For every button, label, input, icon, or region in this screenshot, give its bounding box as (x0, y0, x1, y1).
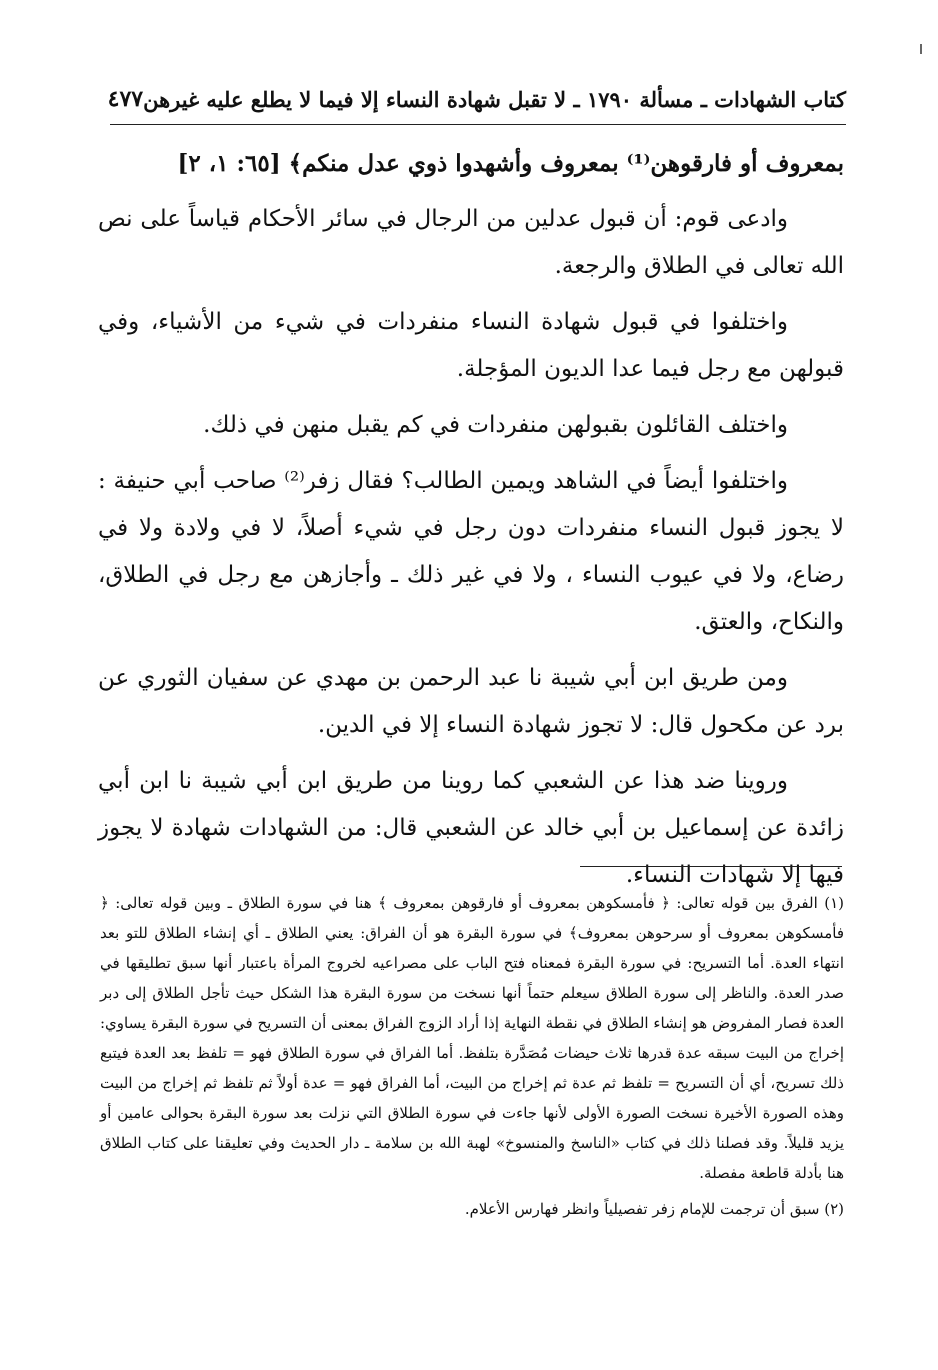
paragraph: واختلف القائلون بقبولهن منفردات في كم يقبل منهن في ذلك. (203, 412, 788, 438)
paragraph: واختلفوا أيضاً في الشاهد ويمين الطالب؟ فقال زفر⁽²⁾ صاحب أبي حنيفة : لا يجوز قبول النساء منفردات دون رجل في شيء أصلاً، لا في ولادة ولا في رضاع، ولا في عيوب النساء ، ولا في غير ذلك ـ وأجازهن مع رجل في الطلاق، والنكاح، والعتق. (98, 468, 844, 635)
main-text (98, 140, 844, 908)
scan-mark (920, 44, 922, 54)
running-title: كتاب الشهادات ـ مسألة ١٧٩٠ ـ لا تقبل شهادة النساء إلا فيما لا يطلع عليه غيرهن (143, 87, 846, 112)
footnote-divider (580, 866, 842, 867)
paragraph-quran-quote: بمعروف أو فارقوهن⁽¹⁾ بمعروف وأشهدوا ذوي عدل منكم﴾ [٦٥: ١، ٢] (177, 150, 844, 177)
paragraph: وادعى قوم: أن قبول عدلين من الرجال في سائر الأحكام قياساً على نص الله تعالى في الطلاق والرجعة. (98, 206, 844, 279)
header-divider (110, 124, 846, 125)
page-header (107, 72, 846, 112)
paragraph: وروينا ضد هذا عن الشعبي كما روينا من طريق ابن أبي شيبة نا ابن أبي زائدة عن إسماعيل بن أبي خالد عن الشعبي قال: من الشهادات شهادة لا يجوز فيها إلا شهادات النساء. (98, 768, 844, 888)
paragraph: واختلفوا في قبول شهادة النساء منفردات في شيء من الأشياء، وفي قبولهن مع رجل فيما عدا الديون المؤجلة. (98, 309, 844, 382)
paragraph: ومن طريق ابن أبي شيبة نا عبد الرحمن بن مهدي عن سفيان الثوري عن برد عن مكحول قال: لا تجوز شهادة النساء إلا في الدين. (98, 665, 844, 738)
footnote-2: (٢) سبق أن ترجمت للإمام زفر تفصيلياً وانظر فهارس الأعلام. (464, 1200, 844, 1218)
page-number: ٤٧٧ (107, 86, 144, 112)
footnote-1: (١) الفرق بين قوله تعالى: ﴿ فأمسكوهن بمعروف أو فارقوهن بمعروف ﴾ هنا في سورة الطلاق ـ وبين قوله تعالى: ﴿ فأمسكوهن بمعروف أو سرحوهن بمعروف﴾ في سورة البقرة هو أن الفراق: يعني الطلاق ـ أي إنشاء الطلاق للتو بعد انتهاء العدة. أما التسريح: في سورة البقرة فمعناه فتح الباب على مصراعيه لخروج المرأة باعتبار أنها سبق تطليقها في صدر العدة. والناظر إلى سورة الطلاق سيعلم حتماً أنها نسخت من سورة البقرة هذا الشكل حيث تأجل الطلاق إلى دبر العدة فصار المفروض هو إنشاء الطلاق في نقطة النهاية إذا أراد الزوج الفراق بمعنى أن التسريح في سورة البقرة يساوي: إخراج من البيت سبقه عدة قدرها ثلاث حيضات مُصَدَّرة بتلفظ. أما الفراق في سورة الطلاق فهو = تلفظ بعد العدة فيتبع ذلك تسريح، أي أن التسريح = تلفظ ثم عدة ثم إخراج من البيت، أما الفراق فهو = عدة أولاً ثم تلفظ ثم إخراج من البيت وهذه الصورة الأخيرة نسخت الصورة الأولى لأنها جاءت في سورة الطلاق التي نزلت بعد سورة البقرة بحوالى عامين أو يزيد قليلاً. وقد فصلنا ذلك في كتاب «الناسخ والمنسوخ» لهبة الله بن سلامة ـ دار الحديث وفي تعليقنا على كتاب الطلاق هنا بأدلة قاطعة مفصلة. (100, 894, 844, 1182)
footnotes (100, 888, 844, 1230)
